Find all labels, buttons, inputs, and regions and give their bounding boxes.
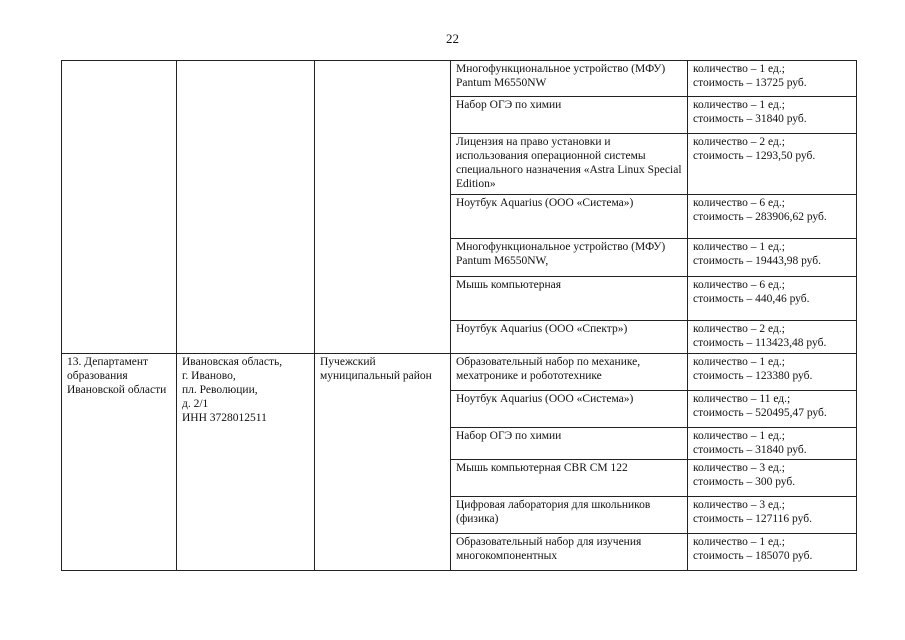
- equipment-distribution-table: [61, 60, 857, 571]
- item-details-cell: количество – 1 ед.; стоимость – 31840 руб.: [688, 428, 857, 460]
- item-name-cell: Ноутбук Aquarius (ООО «Система»): [451, 391, 688, 428]
- item-details-cell: количество – 2 ед.; стоимость – 113423,48 руб.: [688, 321, 857, 354]
- item-name-cell: Многофункциональное устройство (МФУ) Pantum M6550NW: [451, 61, 688, 97]
- district-cell-empty: [315, 61, 451, 354]
- item-name-cell: Цифровая лаборатория для школьников (физика): [451, 497, 688, 534]
- item-name-cell: Ноутбук Aquarius (ООО «Спектр»): [451, 321, 688, 354]
- item-name-cell: Мышь компьютерная: [451, 277, 688, 321]
- table-row: [62, 354, 857, 391]
- item-name-cell: Мышь компьютерная CBR CM 122: [451, 460, 688, 497]
- item-name-cell: Многофункциональное устройство (МФУ) Pantum M6550NW,: [451, 239, 688, 277]
- organization-cell: 13. Департамент образования Ивановской области: [62, 354, 177, 571]
- item-name-cell: Образовательный набор по механике, мехатронике и робототехнике: [451, 354, 688, 391]
- item-details-cell: количество – 6 ед.; стоимость – 440,46 руб.: [688, 277, 857, 321]
- item-details-cell: количество – 1 ед.; стоимость – 185070 руб.: [688, 534, 857, 571]
- item-details-cell: количество – 1 ед.; стоимость – 19443,98 руб.: [688, 239, 857, 277]
- item-details-cell: количество – 1 ед.; стоимость – 123380 руб.: [688, 354, 857, 391]
- item-details-cell: количество – 2 ед.; стоимость – 1293,50 руб.: [688, 134, 857, 195]
- item-details-cell: количество – 1 ед.; стоимость – 31840 руб.: [688, 97, 857, 134]
- address-cell: Ивановская область, г. Иваново, пл. Революции, д. 2/1 ИНН 3728012511: [177, 354, 315, 571]
- item-name-cell: Образовательный набор для изучения многокомпонентных: [451, 534, 688, 571]
- district-cell: Пучежский муниципальный район: [315, 354, 451, 571]
- item-name-cell: Ноутбук Aquarius (ООО «Система»): [451, 195, 688, 239]
- item-name-cell: Набор ОГЭ по химии: [451, 97, 688, 134]
- page-number: 22: [446, 31, 459, 46]
- address-cell-empty: [177, 61, 315, 354]
- item-details-cell: количество – 3 ед.; стоимость – 300 руб.: [688, 460, 857, 497]
- item-details-cell: количество – 11 ед.; стоимость – 520495,47 руб.: [688, 391, 857, 428]
- item-details-cell: количество – 1 ед.; стоимость – 13725 руб.: [688, 61, 857, 97]
- item-name-cell: Лицензия на право установки и использования операционной системы специального назначения «Astra Linux Special Edition»: [451, 134, 688, 195]
- item-details-cell: количество – 3 ед.; стоимость – 127116 руб.: [688, 497, 857, 534]
- organization-cell-empty: [62, 61, 177, 354]
- item-details-cell: количество – 6 ед.; стоимость – 283906,62 руб.: [688, 195, 857, 239]
- table-row: [62, 61, 857, 97]
- item-name-cell: Набор ОГЭ по химии: [451, 428, 688, 460]
